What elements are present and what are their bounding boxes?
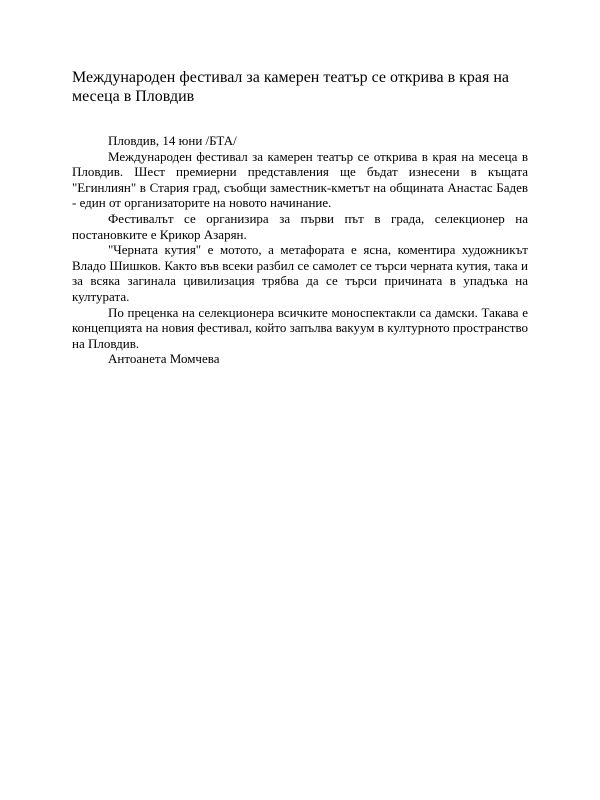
article-body <box>72 133 528 367</box>
article-title: Международен фестивал за камерен театър се открива в края на месеца в Пловдив <box>72 69 510 105</box>
paragraph: "Черната кутия" е мотото, а метафората е ясна, коментира художникът Владо Шишков. Както във всеки разбил се самолет се търси черната кутия, така и за всяка загинала цивилизация трябва да се търси причината в упадъка на културата. <box>72 242 528 304</box>
paragraph: Фестивалът се организира за първи път в града, селекционер на постановките е Крикор Азарян. <box>72 210 528 242</box>
author-name: Антоанета Момчева <box>108 351 220 367</box>
dateline: Пловдив, 14 юни /БТА/ <box>108 133 237 148</box>
paragraph: Международен фестивал за камерен театър се открива в края на месеца в Пловдив. Шест премиерни представления ще бъдат изнесени в къщата "Егинлиян" в Стария град, съобщи заместник-кметът на общината Анастас Бадев - един от организаторите на новото начинание. <box>72 148 528 211</box>
paragraph: По преценка на селекционера всичките моноспектакли са дамски. Такава е концепцията на новия фестивал, който запълва вакуум в културното пространство на Пловдив. <box>72 304 528 351</box>
